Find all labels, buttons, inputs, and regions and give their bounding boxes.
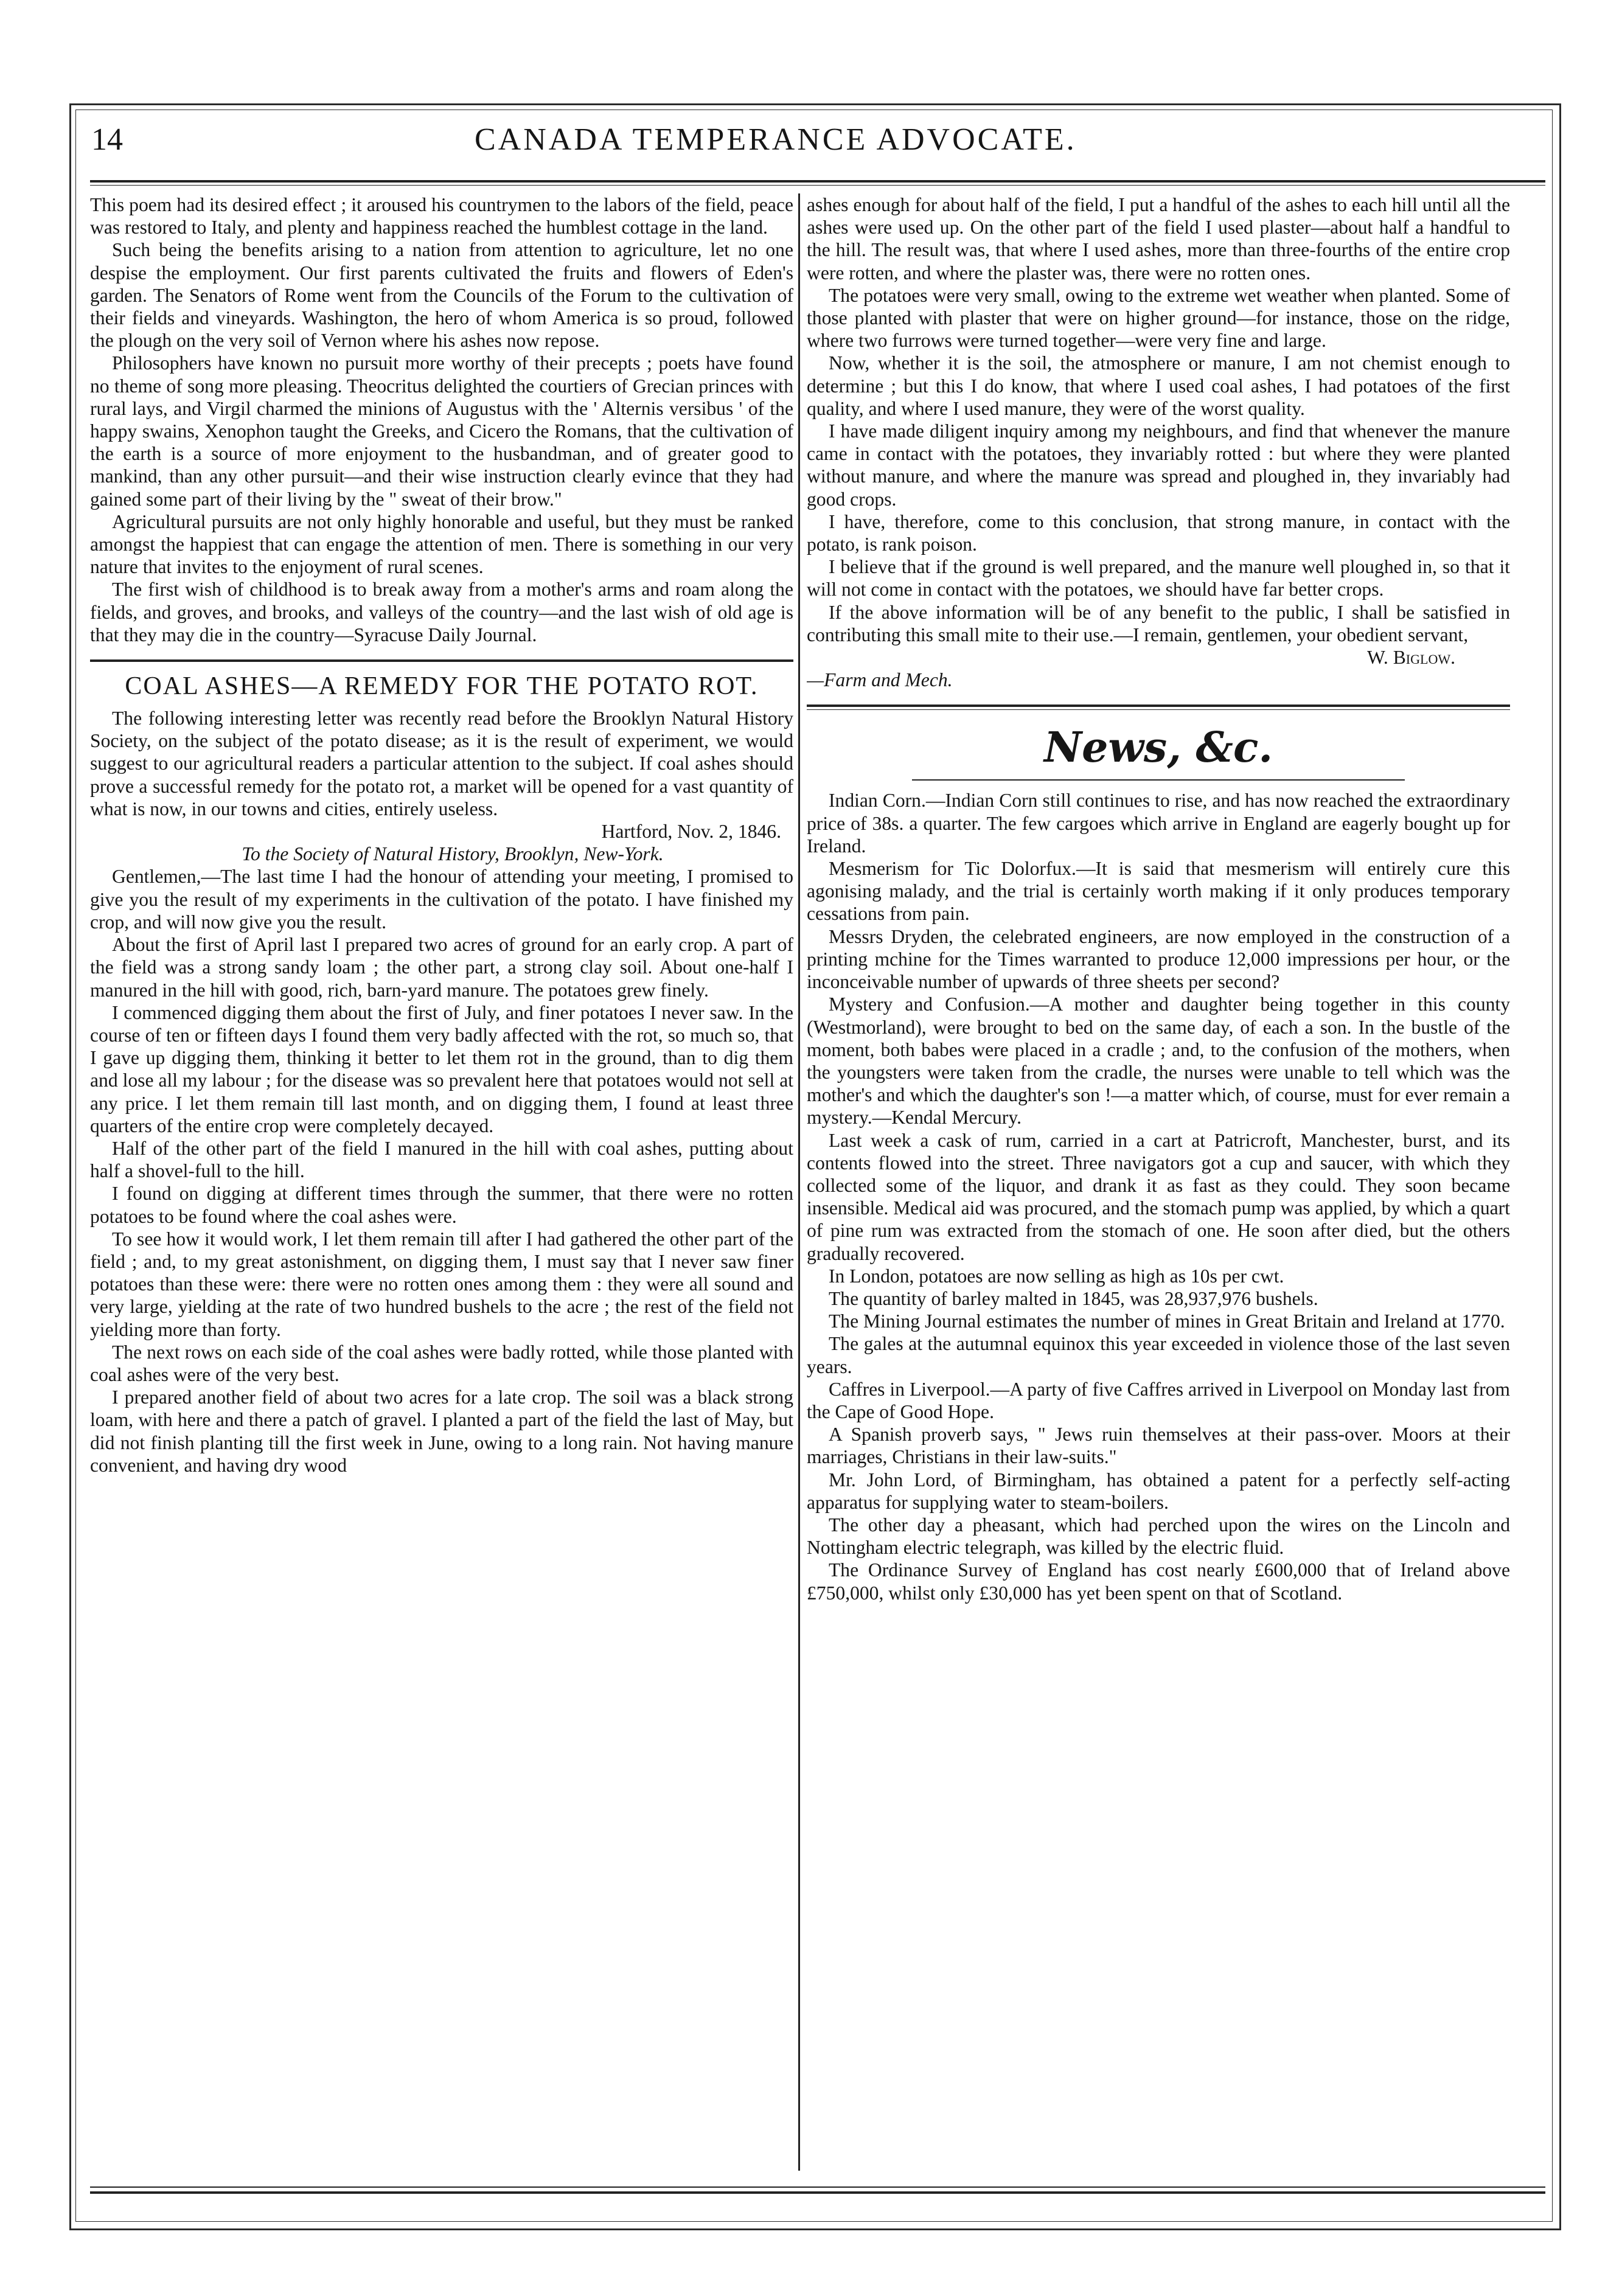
news-item: In London, potatoes are now selling as high as 10s per cwt. bbox=[829, 1265, 1284, 1287]
letter-continuation: I have, therefore, come to this conclusion, that strong manure, in contact with the potato, is rank poison. bbox=[807, 510, 1510, 555]
letter-paragraph: I found on digging at different times through the summer, that there were no rotten potatoes to be found where the coal ashes were. bbox=[90, 1183, 793, 1227]
letter-continuation: I have made diligent inquiry among my neighbours, and find that whenever the manure came in contact with the potatoes, they invariably rotted : but where they were planted without manure, and where the manure was spread and ploughed in, they invariably had good crops. bbox=[807, 420, 1510, 510]
poem-paragraph: This poem had its desired effect ; it aroused his countrymen to the labors of the field, peace was restored to Italy, and plenty and happiness reached the humblest cottage in the land. bbox=[90, 194, 793, 238]
article-dateline: Hartford, Nov. 2, 1846. bbox=[601, 821, 781, 843]
page-number: 14 bbox=[91, 122, 123, 157]
news-heading: News, &c. bbox=[1043, 723, 1273, 773]
letter-paragraph: The next rows on each side of the coal ashes were badly rotted, while those planted with coal ashes were of the very best. bbox=[90, 1341, 793, 1385]
poem-paragraph: The first wish of childhood is to break away from a mother's arms and roam along the fields, and groves, and brooks, and valleys of the country—and the last wish of old age is that they may die in the country—Syracuse Daily Journal. bbox=[90, 579, 793, 645]
header-rule-thin bbox=[90, 185, 1545, 186]
running-head-title: CANADA TEMPERANCE ADVOCATE. bbox=[475, 122, 1077, 157]
news-item: Mr. John Lord, of Birmingham, has obtained a patent for a perfectly self-acting apparatus for supplying water to steam-boilers. bbox=[807, 1469, 1510, 1513]
section-rule-thin bbox=[807, 709, 1510, 710]
news-item: Last week a cask of rum, carried in a cart at Patricroft, Manchester, burst, and its contents flowed into the street. Three navigators got a cup and saucer, with which they collected some of the liquor, and drank it as fast as they could. They soon became insensible. Medical aid was procured, and the stomach pump was applied, by which a quart of pine rum was extracted from the stomach of one. He soon after died, but the others gradually recovered. bbox=[807, 1129, 1510, 1264]
news-item: Mesmerism for Tic Dolorfux.—It is said that mesmerism will entirely cure this agonising malady, and the trial is certainly worth making if it only produces temporary cessations from pain. bbox=[807, 858, 1510, 925]
footer-rule-thin bbox=[90, 2186, 1545, 2188]
column-divider bbox=[798, 193, 800, 2171]
letter-continuation: If the above information will be of any benefit to the public, I shall be satisfied in contributing this small mite to their use.—I remain, gentlemen, your obedient servant, bbox=[807, 601, 1510, 645]
news-item: Caffres in Liverpool.—A party of five Caffres arrived in Liverpool on Monday last from the Cape of Good Hope. bbox=[807, 1378, 1510, 1422]
news-item: The Ordinance Survey of England has cost nearly £600,000 that of Ireland above £750,000, whilst only £30,000 has yet been spent on that of Scotland. bbox=[807, 1559, 1510, 1604]
news-item: A Spanish proverb says, " Jews ruin themselves at their pass-over. Moors at their marriages, Christians in their law-suits." bbox=[807, 1424, 1510, 1468]
left-column bbox=[90, 193, 793, 2171]
letter-paragraph: Half of the other part of the field I manured in the hill with coal ashes, putting about half a shovel-full to the hill. bbox=[90, 1137, 793, 1182]
right-column bbox=[807, 193, 1510, 2171]
article-intro: The following interesting letter was recently read before the Brooklyn Natural History Society, on the subject of the potato disease; as it is the result of experiment, we would suggest to our agricultural readers a particular attention to the subject. If coal ashes should prove a successful remedy for the potato rot, a market will be opened for a vast quantity of what is now, in our towns and cities, entirely useless. bbox=[90, 708, 793, 819]
letter-paragraph: I commenced digging them about the first of July, and finer potatoes I never saw. In the course of ten or fifteen days I found them very badly affected with the rot, so much so, that I gave up digging them, thinking it better to let them rot in the ground, than to dig them and lose all my labour ; for the disease was so prevalent here that potatoes would not sell at any price. I let them remain till last month, and on digging them, I found at least three quarters of the entire crop were completely decayed. bbox=[90, 1001, 793, 1136]
news-item: The quantity of barley malted in 1845, was 28,937,976 bushels. bbox=[829, 1287, 1318, 1309]
article-source: —Farm and Mech. bbox=[807, 669, 953, 691]
poem-paragraph: Agricultural pursuits are not only highly honorable and useful, but they must be ranked amongst the happiest that can engage the attention of men. There is something in our very nature that invites to the enjoyment of rural scenes. bbox=[90, 510, 793, 578]
article-heading: COAL ASHES—A REMEDY FOR THE POTATO ROT. bbox=[125, 672, 759, 701]
letter-paragraph: Gentlemen,—The last time I had the honour of attending your meeting, I promised to give you the result of my experiments in the cultivation of the potato. I have finished my crop, and will now give you the result. bbox=[90, 866, 793, 933]
letter-continuation: The potatoes were very small, owing to the extreme wet weather when planted. Some of those planted with plaster that were on higher ground—for instance, those on the ridge, where two furrows were turned together—were very fine and large. bbox=[807, 284, 1510, 352]
footer-rule bbox=[90, 2191, 1545, 2194]
news-item: Indian Corn.—Indian Corn still continues to rise, and has now reached the extraordinary price of 38s. a quarter. The few cargoes which arrive in England are eagerly bought up for Ireland. bbox=[807, 790, 1510, 857]
section-rule bbox=[807, 704, 1510, 707]
letter-paragraph: About the first of April last I prepared two acres of ground for an early crop. A part of the field was a strong sandy loam ; the other part, a strong clay soil. About one-half I manured in the hill with good, rich, barn-yard manure. The potatoes grew finely. bbox=[90, 934, 793, 1001]
news-rule bbox=[912, 779, 1404, 781]
poem-paragraph: Philosophers have known no pursuit more worthy of their precepts ; poets have found no theme of song more pleasing. Theocritus delighted the courtiers of Grecian princes with rural lays, and Virgil charmed the minions of Augustus with the ' Alternis versibus ' of the happy swains, Xenophon taught the Greeks, and Cicero the Romans, that the cultivation of the earth is a source of more enjoyment to the husbandman, and of greater good to mankind, than any other pursuit—and their wise instruction clearly evince that they had gained some part of their living by the " sweat of their brow." bbox=[90, 352, 793, 510]
news-item: Messrs Dryden, the celebrated engineers, are now employed in the construction of a printing mchine for the Times warranted to produce 12,000 impressions per hour, or the inconceivable number of upwards of three sheets per second? bbox=[807, 925, 1510, 993]
poem-paragraph: Such being the benefits arising to a nation from attention to agriculture, let no one despise the employment. Our first parents cultivated the fruits and flowers of Eden's garden. The Senators of Rome went from the Councils of the Forum to the cultivation of their fields and vineyards. Washington, the hero of whom America is so proud, followed the plough on the very soil of Vernon where his ashes now repose. bbox=[90, 239, 793, 352]
letter-paragraph: I prepared another field of about two acres for a late crop. The soil was a black strong loam, with here and there a patch of gravel. I planted a part of the field the last of May, but did not finish planting till the first week in June, owing to a long rain. Not having manure convenient, and having dry wood bbox=[90, 1386, 793, 1476]
section-rule bbox=[90, 659, 793, 662]
letter-signature: W. Biglow. bbox=[1367, 647, 1455, 669]
header-rule bbox=[90, 180, 1545, 183]
news-item: The Mining Journal estimates the number of mines in Great Britain and Ireland at 1770. bbox=[829, 1310, 1505, 1332]
letter-continuation: I believe that if the ground is well prepared, and the manure well ploughed in, so that it will not come in contact with the potatoes, we should have far better crops. bbox=[807, 556, 1510, 600]
news-item: Mystery and Confusion.—A mother and daughter being together in this county (Westmorland), were brought to bed on the same day, of each a son. In the bustle of the moment, both babes were placed in a cradle ; and, to the confusion of the mothers, when the youngsters were taken from the cradle, the nurses were unable to tell which was the mother's and which the daughter's son !—a matter which, of course, must for ever remain a mystery.—Kendal Mercury. bbox=[807, 993, 1510, 1129]
letter-continuation: Now, whether it is the soil, the atmosphere or manure, I am not chemist enough to determine ; but this I do know, that where I used coal ashes, I had potatoes of the first quality, and where I used manure, they were of the worst quality. bbox=[807, 352, 1510, 419]
letter-continuation: ashes enough for about half of the field, I put a handful of the ashes to each hill until all the ashes were used up. On the other part of the field I used plaster—about half a handful to the hill. The result was, that where I used ashes, more than three-fourths of the entire crop were rotten, and where the plaster was, there were no rotten ones. bbox=[807, 194, 1510, 284]
news-item: The other day a pheasant, which had perched upon the wires on the Lincoln and Nottingham electric telegraph, was killed by the electric fluid. bbox=[807, 1514, 1510, 1559]
article-salutation: To the Society of Natural History, Brooklyn, New-York. bbox=[242, 843, 664, 865]
news-item: The gales at the autumnal equinox this year exceeded in violence those of the last seven years. bbox=[807, 1333, 1510, 1377]
letter-paragraph: To see how it would work, I let them remain till after I had gathered the other part of the field ; and, to my great astonishment, on digging them, I must say that I never saw finer potatoes than these were: there were no rotten ones among them : they were all sound and very large, yielding at the rate of two hundred bushels to the acre ; the rest of the field not yielding more than forty. bbox=[90, 1228, 793, 1340]
